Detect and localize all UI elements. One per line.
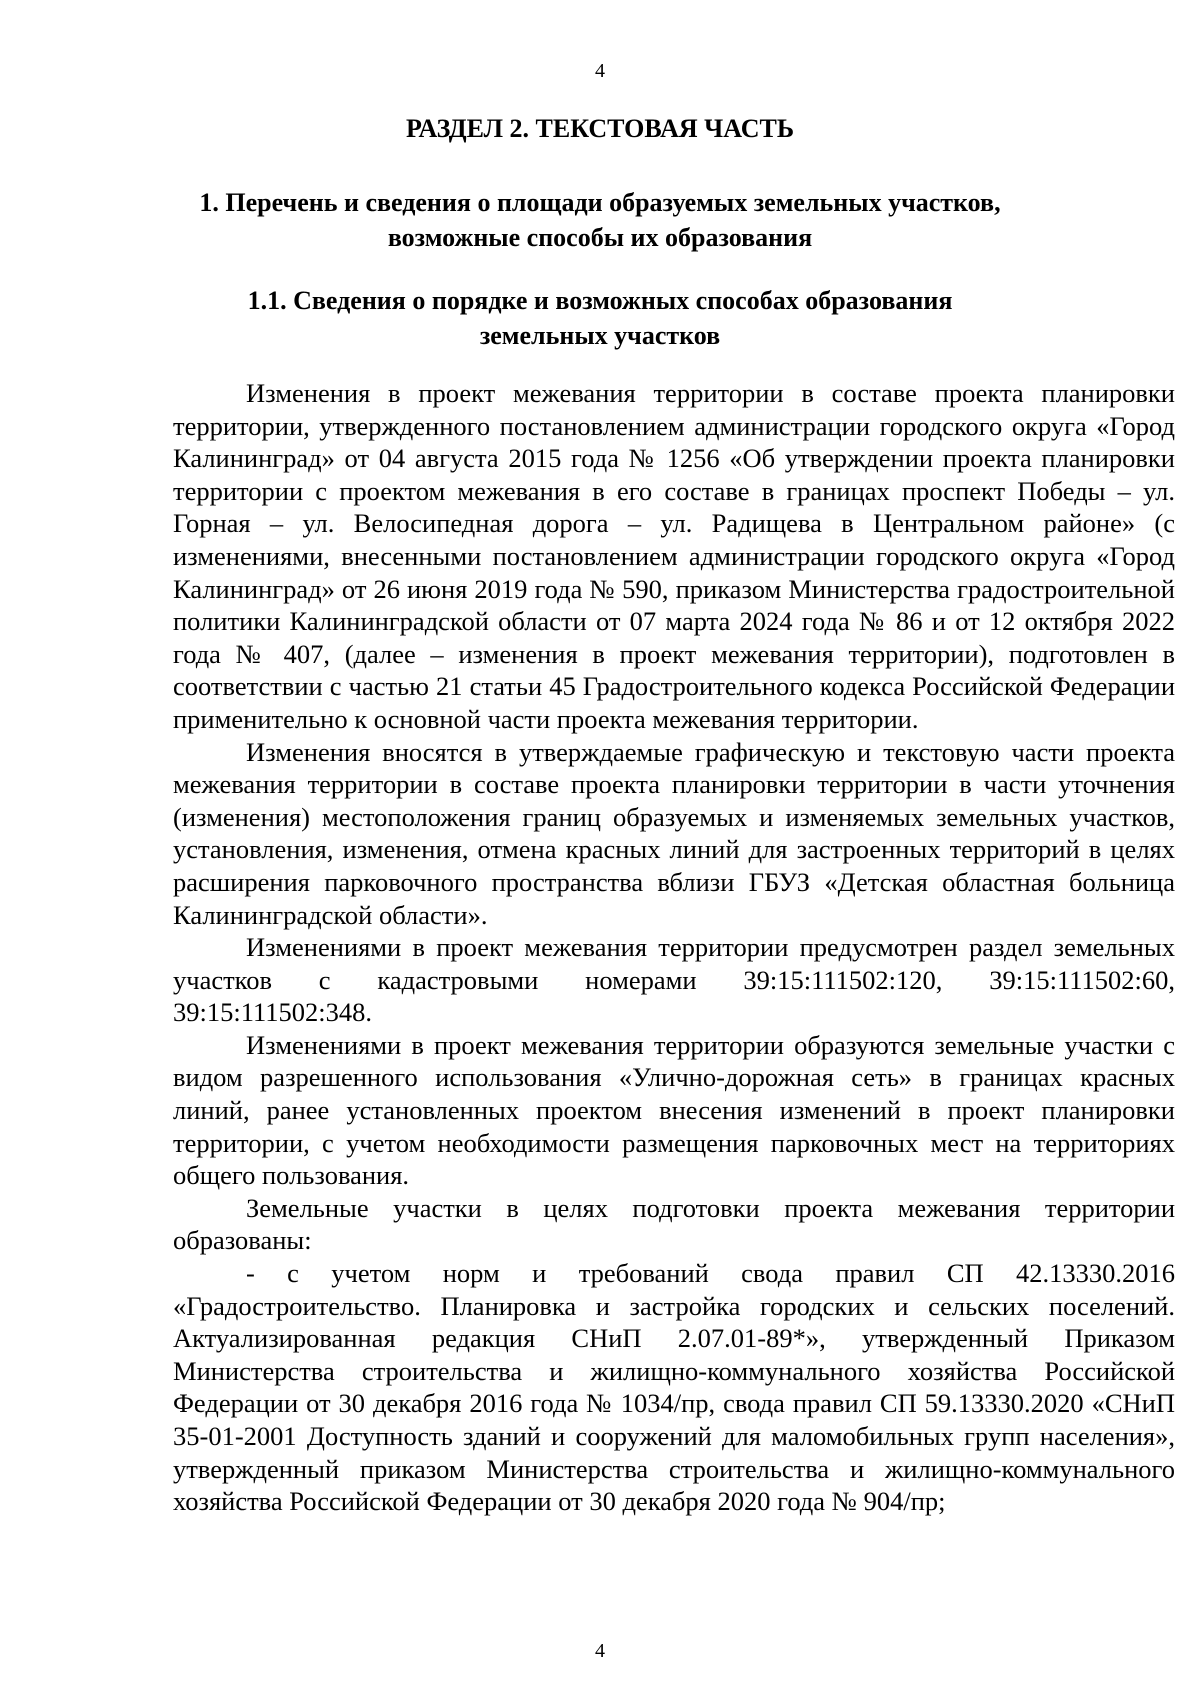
heading-1-line-1: 1. Перечень и сведения о площади образуемых земельных участков, — [199, 188, 1001, 217]
heading-1-1 — [170, 283, 1030, 353]
heading-1-line-2: возможные способы их образования — [387, 223, 813, 252]
paragraph: Земельные участки в целях подготовки проекта межевания территории образованы: — [173, 1192, 1175, 1256]
section-title: РАЗДЕЛ 2. ТЕКСТОВАЯ ЧАСТЬ — [405, 114, 795, 143]
heading-1-1-line-1: 1.1. Сведения о порядке и возможных способах образования — [247, 286, 953, 315]
page-number-bottom: 4 — [595, 1640, 605, 1662]
heading-1 — [170, 185, 1030, 255]
paragraph: Изменения в проект межевания территории в составе проекта планировки территории, утвержденного постановлением администрации городского округа «Город Калининград» от 04 августа 2015 года № 1256 «Об утверждении проекта планировки территории с проектом межевания в его составе в границах проспект Победы – ул. Горная – ул. Велосипедная дорога – ул. Радищева в Центральном районе» (с изменениями, внесенными постановлением администрации городского округа «Город Калининград» от 26 июня 2019 года № 590, приказом Министерства градостроительной политики Калининградской области от 07 марта 2024 года № 86 и от 12 октября 2022 года № 407, (далее – изменения в проект межевания территории), подготовлен в соответствии с частью 21 статьи 45 Градостроительного кодекса Российской Федерации применительно к основной части проекта межевания территории. — [173, 378, 1175, 734]
heading-1-1-line-2: земельных участков — [479, 321, 721, 350]
paragraph: - с учетом норм и требований свода правил СП 42.13330.2016 «Градостроительство. Планировка и застройка городских и сельских поселений. Актуализированная редакция СНиП 2.07.01-89*», утвержденный Приказом Министерства строительства и жилищно-коммунального хозяйства Российской Федерации от 30 декабря 2016 года № 1034/пр, свода правил СП 59.13330.2020 «СНиП 35-01-2001 Доступность зданий и сооружений для маломобильных групп населения», утвержденный приказом Министерства строительства и жилищно-коммунального хозяйства Российской Федерации от 30 декабря 2020 года № 904/пр; — [173, 1258, 1175, 1517]
paragraph: Изменениями в проект межевания территории предусмотрен раздел земельных участков с кадастровыми номерами 39:15:111502:120, 39:15:111502:60, 39:15:111502:348. — [173, 932, 1175, 1028]
paragraph: Изменениями в проект межевания территории образуются земельные участки с видом разрешенного использования «Улично-дорожная сеть» в границах красных линий, ранее установленных проектом внесения изменений в проект планировки территории, с учетом необходимости размещения парковочных мест на территориях общего пользования. — [173, 1029, 1175, 1191]
body-text — [173, 377, 1175, 1518]
paragraph: Изменения вносятся в утверждаемые графическую и текстовую части проекта межевания территории в составе проекта планировки территории в части уточнения (изменения) местоположения границ образуемых и изменяемых земельных участков, установления, изменения, отмена красных линий для застроенных территорий в целях расширения парковочного пространства вблизи ГБУЗ «Детская областная больница Калининградской области». — [173, 736, 1175, 930]
page-number-top: 4 — [595, 60, 605, 82]
